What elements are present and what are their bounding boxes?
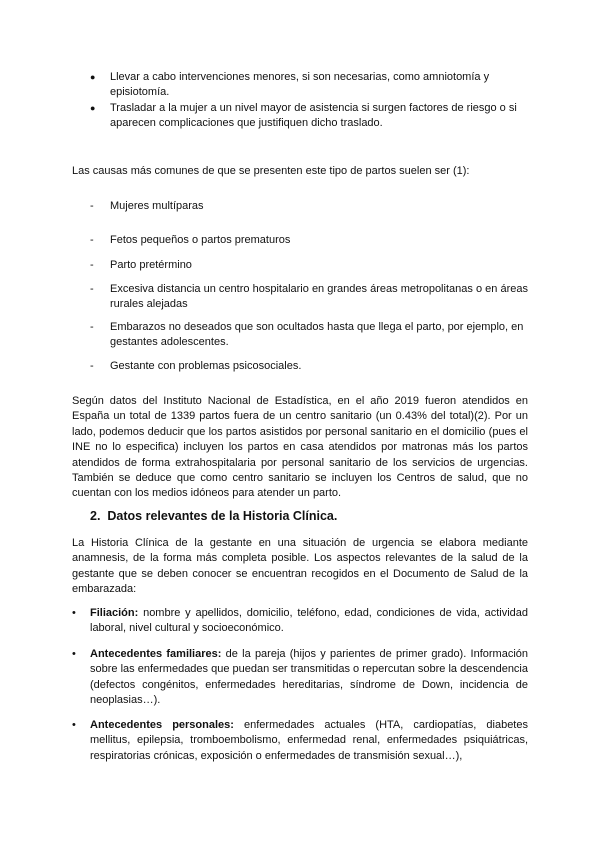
section-heading [90,509,528,524]
hc-item-text: nombre y apellidos, domicilio, teléfono, edad, condiciones de vida, actividad laboral, nivel cultural y socioeconómico. [90,607,528,635]
hc-item-text: enfermedades actuales (HTA, cardiopatías, diabetes mellitus, epilepsia, tromboembolismo, enfermedad renal, enfermedades psiquiátricas, respiratorias crónicas, exposición o enfermedades de transmisión sexual…), [90,719,528,762]
bullet-icon: ● [90,72,96,82]
hc-item [72,606,528,637]
dash-icon: - [90,259,94,271]
hc-paragraph: La Historia Clínica de la gestante en una situación de urgencia se elabora mediante anamnesis, de la forma más completa posible. Los aspectos relevantes de la salud de la gestante que se deben conocer se encuentran recogidos en el Documento de Salud de la embarazada: [72,537,528,596]
top-bullet-item [72,70,528,101]
cause-text: Excesiva distancia un centro hospitalario en grandes áreas metropolitanas o en áreas rurales alejadas [110,283,528,311]
hc-item-body [72,647,528,709]
ine-paragraph: Según datos del Instituto Nacional de Estadística, en el año 2019 fueron atendidos en España un total de 1339 partos fuera de un centro sanitario (un 0.43% del total)(2). Por un lado, podemos deducir que los partos asistidos por personal sanitario en el domicilio (pues el INE no lo especifica) incluyen los partos en casa atendidos por matronas más los partos atendidos de forma extrahospitalaria por personal sanitario de los servicios de urgencias. También se deduce que como centro sanitario se incluyen los Centros de salud, que no cuentan con los medios idóneos para atender un parto. [72,395,528,500]
cause-text: Embarazos no deseados que son ocultados hasta que llega el parto, por ejemplo, en gestantes adolescentes. [110,321,524,349]
cause-item [72,233,528,248]
dash-icon: - [90,321,94,333]
cause-text: Fetos pequeños o partos prematuros [110,234,291,246]
hc-item-label: Antecedentes familiares: [90,648,222,660]
hc-item-body [72,718,528,764]
cause-text: Mujeres multíparas [110,200,204,212]
section-number: 2. [90,509,101,523]
top-bullet-text: Trasladar a la mujer a un nivel mayor de asistencia si surgen factores de riesgo o si aparecen complicaciones que justifiquen dicho traslado. [110,102,517,130]
top-bullet-item [72,101,528,132]
hc-item-label: Antecedentes personales: [90,719,234,731]
cause-item [72,359,528,374]
bullet-icon: • [72,648,76,660]
causes-intro: Las causas más comunes de que se presenten este tipo de partos suelen ser (1): [72,165,470,177]
top-bullet-text: Llevar a cabo intervenciones menores, si son necesarias, como amniotomía y episiotomía. [110,71,490,99]
bullet-icon: ● [90,103,96,113]
cause-item [72,258,528,273]
dash-icon: - [90,200,94,212]
dash-icon: - [90,360,94,372]
hc-item-text: de la pareja (hijos y parientes de primer grado). Información sobre las enfermedades que puedan ser transmitidas o repercutan sobre la descendencia (defectos congénitos, enfermedades hereditarias, síndrome de Down, incidencia de neoplasias…). [90,648,528,707]
bullet-icon: • [72,607,76,619]
hc-item-label: Filiación: [90,607,139,619]
hc-item [72,647,528,709]
cause-text: Parto pretérmino [110,259,192,271]
cause-text: Gestante con problemas psicosociales. [110,360,302,372]
hc-item [72,718,528,764]
section-title: Datos relevantes de la Historia Clínica. [107,509,338,523]
bullet-icon: • [72,719,76,731]
dash-icon: - [90,234,94,246]
cause-item [72,199,528,214]
hc-item-body [72,606,528,637]
cause-item [72,282,528,313]
dash-icon: - [90,283,94,295]
cause-item [72,320,528,351]
